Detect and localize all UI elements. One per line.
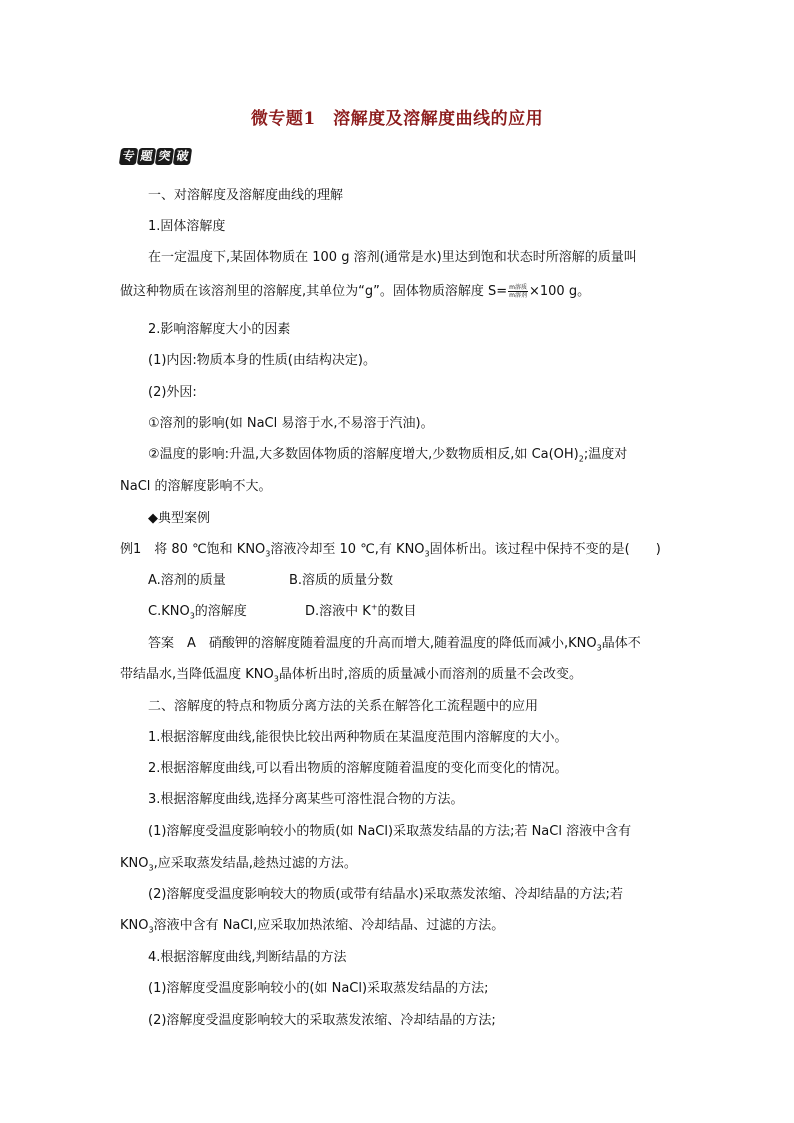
section-badge [120,148,191,165]
text-run: 答案 A 硝酸钾的溶解度随着温度的升高而增大,随着温度的降低而减小,KNO [148,636,597,651]
page-title: 微专题1 溶解度及溶解度曲线的应用 [250,109,544,129]
subscript: 3 [148,863,154,873]
option-c [148,604,247,620]
paragraph-line: ①溶剂的影响(如 NaCl 易溶于水,不易溶于汽油)。 [148,416,434,431]
list-item: (2)溶解度受温度影响较大的采取蒸发浓缩、冷却结晶的方法; [148,1013,496,1028]
list-item: 4.根据溶解度曲线,判断结晶的方法 [148,950,347,965]
example-question [120,542,661,558]
list-item: (1)溶解度受温度影响较小的(如 NaCl)采取蒸发结晶的方法; [148,981,489,996]
list-item: 3.根据溶解度曲线,选择分离某些可溶性混合物的方法。 [148,792,464,807]
option-b: B.溶质的质量分数 [289,573,394,588]
list-item [120,918,504,934]
example-label: ◆典型案例 [148,511,210,526]
badge-char: 题 [137,148,156,165]
subheading-factors: 2.影响溶解度大小的因素 [148,322,291,337]
text-run: 做这种物质在该溶剂里的溶解度,其单位为“g”。固体物质溶解度 S= [120,284,508,299]
text-run: ×100 g。 [529,284,591,299]
text-run: 固体析出。该过程中保持不变的是( ) [429,542,661,557]
paragraph-line: NaCl 的溶解度影响不大。 [120,479,272,494]
paragraph-line: 在一定温度下,某固体物质在 100 g 溶剂(通常是水)里达到饱和状态时所溶解的质量叫 [148,250,637,265]
paragraph-line: (2)外因: [148,385,197,400]
text-run: ②温度的影响:升温,大多数固体物质的溶解度增大,少数物质相反,如 Ca(OH) [148,447,579,462]
list-item: 1.根据溶解度曲线,能很快比较出两种物质在某温度范围内溶解度的大小。 [148,730,568,745]
list-item [120,856,357,872]
subheading-solubility: 1.固体溶解度 [148,219,226,234]
text-run: C.KNO [148,604,190,619]
text-run: 的溶解度 [194,604,247,619]
text-run: ,应采取蒸发结晶,趁热过滤的方法。 [153,856,357,871]
text-run: KNO [120,918,149,933]
option-a: A.溶剂的质量 [148,573,226,588]
fraction-numerator: m溶质 [509,284,527,291]
text-run: KNO [120,856,149,871]
text-run: 晶体不 [601,636,641,651]
badge-char: 破 [173,148,192,165]
fraction-denominator: m溶剂 [509,292,527,299]
badge-char: 突 [155,148,174,165]
section2-heading: 二、溶解度的特点和物质分离方法的关系在解答化工流程题中的应用 [148,699,539,714]
subscript: 2 [578,454,584,464]
answer-line [120,667,582,683]
subscript: 3 [273,674,279,684]
answer-line [148,636,641,652]
paragraph-line [120,284,590,300]
paragraph-line [148,447,627,463]
text-run: 晶体析出时,溶质的质量减小而溶剂的质量不会改变。 [278,667,582,682]
section1-heading: 一、对溶解度及溶解度曲线的理解 [148,188,344,203]
text-run: D.溶液中 K [305,604,371,619]
text-run: 的数目 [377,604,417,619]
list-item: (1)溶解度受温度影响较小的物质(如 NaCl)采取蒸发结晶的方法;若 NaCl 溶液中含有 [148,824,632,839]
subscript: 3 [596,643,602,653]
subscript: 3 [424,549,430,559]
subscript: 3 [189,611,195,621]
text-run: ;温度对 [583,447,628,462]
list-item: 2.根据溶解度曲线,可以看出物质的溶解度随着温度的变化而变化的情况。 [148,761,568,776]
subscript: 3 [148,925,154,935]
solubility-fraction [508,284,528,299]
paragraph-line: (1)内因:物质本身的性质(由结构决定)。 [148,353,376,368]
badge-char: 专 [119,148,138,165]
text-run: 溶液冷却至 10 ℃,有 KNO [270,542,425,557]
text-run: 溶液中含有 NaCl,应采取加热浓缩、冷却结晶、过滤的方法。 [153,918,505,933]
text-run: 例1 将 80 ℃饱和 KNO [120,542,266,557]
superscript: + [370,602,378,612]
subscript: 3 [265,549,271,559]
text-run: 带结晶水,当降低温度 KNO [120,667,274,682]
option-d [305,604,417,620]
list-item: (2)溶解度受温度影响较大的物质(或带有结晶水)采取蒸发浓缩、冷却结晶的方法;若 [148,887,623,902]
